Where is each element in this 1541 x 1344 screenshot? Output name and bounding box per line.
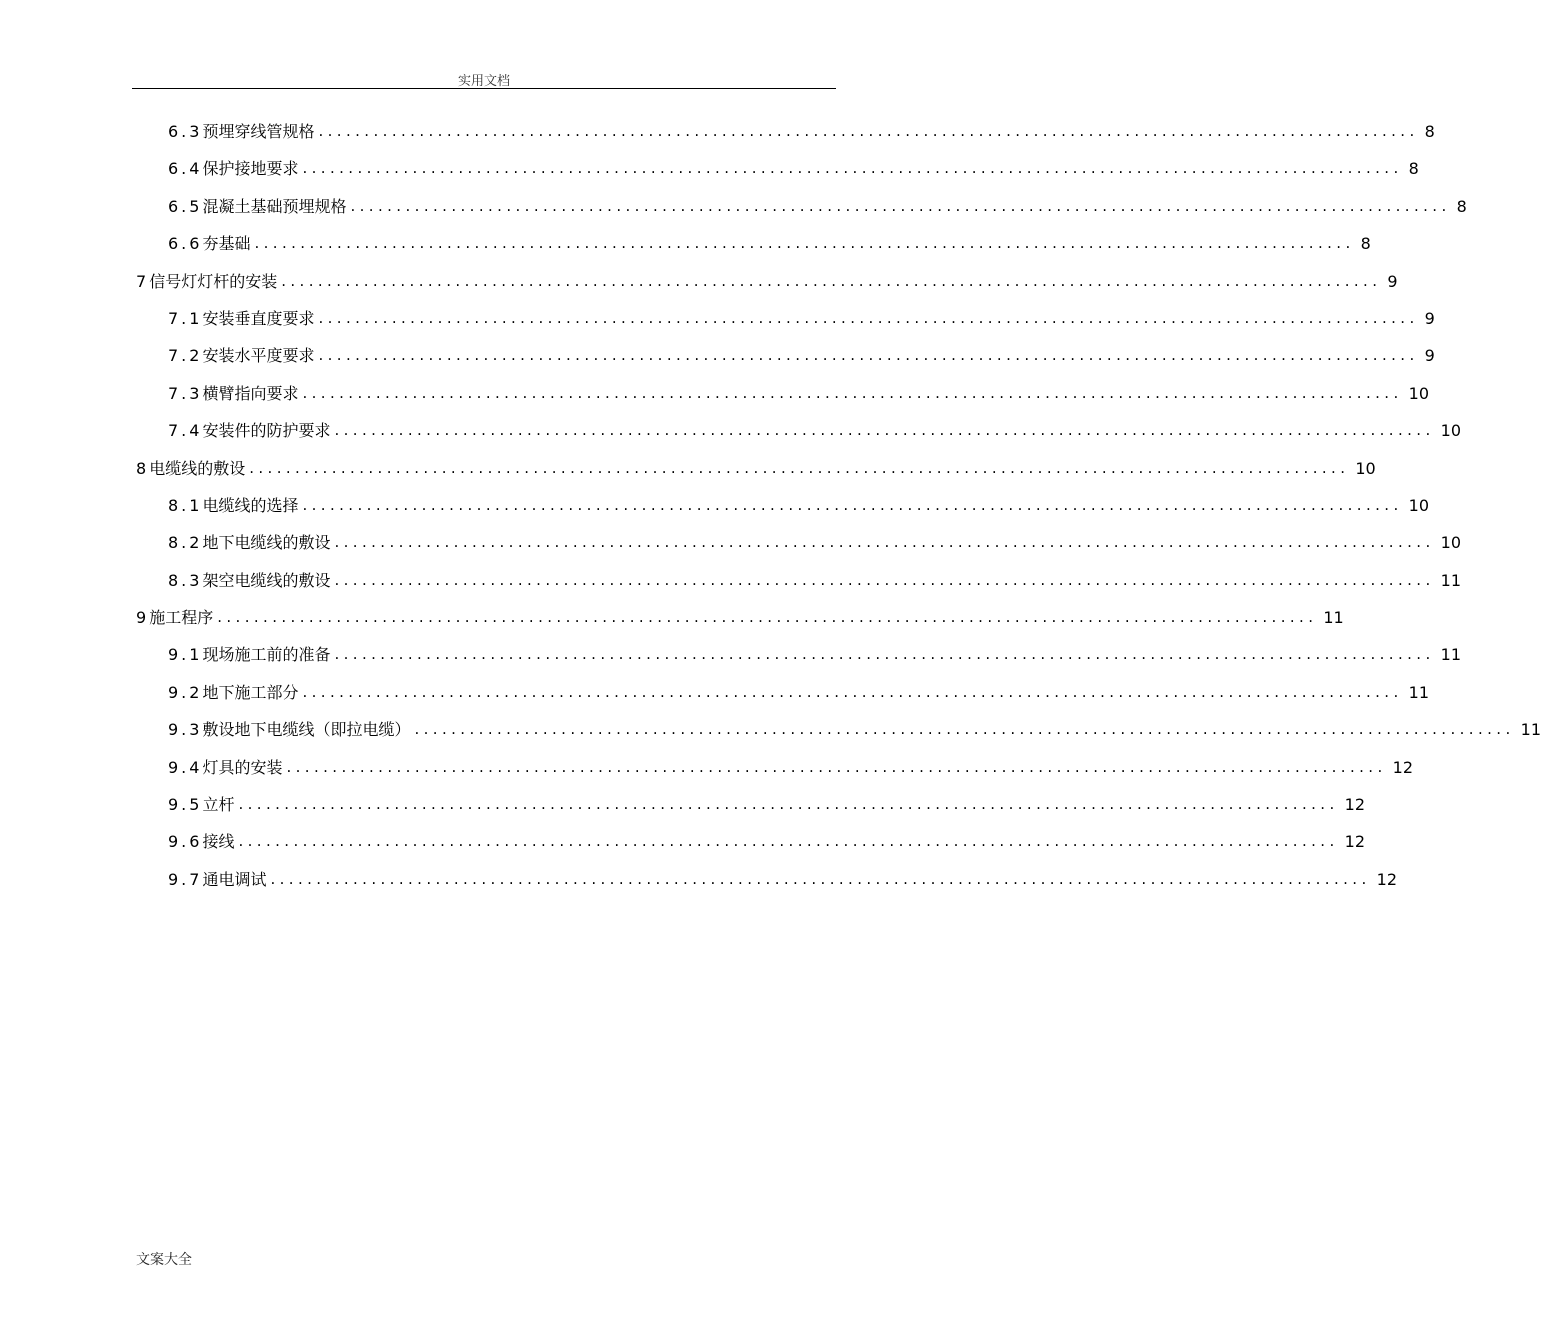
- toc-entry-line: [168, 674, 1429, 711]
- toc-entry-page-number: 8: [1456, 196, 1467, 216]
- toc-entry-number: 9: [136, 608, 150, 628]
- toc-entry-line: [168, 562, 1461, 599]
- toc-entry-page-number: 12: [1344, 795, 1365, 815]
- toc-entry[interactable]: [0, 225, 1371, 262]
- toc-dot-leader: ........................................................................................................................: [318, 308, 1419, 327]
- toc-entry-number: 9.2: [168, 682, 203, 702]
- toc-entry-title: 安装水平度要求: [202, 337, 318, 374]
- toc-entry-title: 夯基础: [202, 225, 254, 262]
- toc-entry[interactable]: [0, 300, 1435, 337]
- toc-entry-title: 安装件的防护要求: [202, 412, 334, 449]
- toc-entry-title: 安装垂直度要求: [202, 300, 318, 337]
- toc-entry-title: 施工程序: [149, 599, 217, 636]
- toc-entry-number: 7.3: [168, 383, 203, 403]
- toc-entry-number: 9.5: [168, 795, 203, 815]
- toc-entry-line: [168, 749, 1413, 786]
- toc-dot-leader: ........................................................................................................................: [302, 495, 1403, 514]
- toc-entry-number: 9.7: [168, 869, 203, 889]
- toc-entry[interactable]: [0, 113, 1435, 150]
- toc-entry-title: 地下电缆线的敷设: [202, 524, 334, 561]
- toc-entry-number: 6.4: [168, 159, 203, 179]
- toc-entry[interactable]: [0, 188, 1467, 225]
- toc-entry-title: 接线: [202, 823, 238, 860]
- toc-entry[interactable]: [0, 375, 1429, 412]
- toc-entry-line: [168, 524, 1461, 561]
- toc-entry-line: [168, 113, 1435, 150]
- toc-entry-page-number: 8: [1360, 234, 1371, 254]
- toc-entry[interactable]: [0, 263, 1398, 300]
- toc-entry-line: [168, 487, 1429, 524]
- toc-entry[interactable]: [0, 524, 1461, 561]
- toc-entry[interactable]: [0, 562, 1461, 599]
- toc-entry-title: 电缆线的选择: [202, 487, 302, 524]
- toc-entry-page-number: 12: [1376, 869, 1397, 889]
- toc-entry-line: [168, 188, 1467, 225]
- toc-entry-line: [168, 711, 1541, 748]
- toc-entry[interactable]: [0, 861, 1397, 898]
- toc-entry[interactable]: [0, 450, 1376, 487]
- toc-entry-page-number: 10: [1408, 383, 1429, 403]
- page-footer: 文案大全: [136, 1252, 192, 1268]
- toc-entry-title: 通电调试: [202, 861, 270, 898]
- toc-entry-line: [136, 263, 1398, 300]
- toc-dot-leader: ........................................................................................................................: [217, 608, 1318, 627]
- toc-entry-page-number: 10: [1440, 533, 1461, 553]
- toc-dot-leader: ........................................................................................................................: [334, 421, 1435, 440]
- toc-entry-title: 现场施工前的准备: [202, 636, 334, 673]
- toc-dot-leader: ........................................................................................................................: [281, 271, 1382, 290]
- toc-dot-leader: ........................................................................................................................: [334, 645, 1435, 664]
- toc-entry-page-number: 11: [1440, 570, 1461, 590]
- toc-entry-number: 6.3: [168, 122, 203, 141]
- toc-entry-page-number: 9: [1387, 271, 1398, 291]
- toc-entry-line: [168, 300, 1435, 337]
- page-header: 实用文档: [457, 74, 510, 89]
- toc-entry-number: 8.1: [168, 495, 203, 515]
- toc-entry-title: 混凝土基础预埋规格: [202, 188, 350, 225]
- toc-dot-leader: ........................................................................................................................: [302, 682, 1403, 701]
- toc-dot-leader: ........................................................................................................................: [238, 832, 1339, 851]
- toc-entry[interactable]: [0, 150, 1419, 187]
- toc-entry-title: 电缆线的敷设: [149, 450, 249, 487]
- toc-entry-page-number: 11: [1520, 720, 1541, 740]
- toc-entry-title: 横臂指向要求: [202, 375, 302, 412]
- toc-entry[interactable]: [0, 823, 1365, 860]
- toc-entry-number: 9.4: [168, 757, 203, 777]
- toc-entry[interactable]: [0, 749, 1413, 786]
- toc-entry-number: 6.6: [168, 234, 203, 254]
- toc-entry-number: 6.5: [168, 196, 203, 216]
- toc-entry-title: 敷设地下电缆线（即拉电缆）: [202, 711, 414, 748]
- toc-dot-leader: ........................................................................................................................: [238, 795, 1339, 814]
- toc-entry-line: [168, 375, 1429, 412]
- toc-entry-page-number: 12: [1344, 832, 1365, 852]
- toc-entry-number: 9.3: [168, 720, 203, 740]
- toc-entry-line: [168, 225, 1371, 262]
- toc-entry[interactable]: [0, 786, 1365, 823]
- toc-entry[interactable]: [0, 487, 1429, 524]
- toc-entry-line: [168, 861, 1397, 898]
- toc-entry-title: 预埋穿线管规格: [202, 113, 318, 150]
- toc-entry-page-number: 9: [1424, 346, 1435, 366]
- toc-entry-page-number: 9: [1424, 308, 1435, 328]
- toc-entry-page-number: 8: [1424, 122, 1435, 141]
- toc-entry-title: 保护接地要求: [202, 150, 302, 187]
- toc-entry-page-number: 11: [1323, 608, 1344, 628]
- toc-dot-leader: ........................................................................................................................: [302, 383, 1403, 402]
- toc-entry[interactable]: [0, 337, 1435, 374]
- toc-entry-title: 立杆: [202, 786, 238, 823]
- toc-entry-number: 9.1: [168, 645, 203, 665]
- toc-entry-line: [136, 599, 1344, 636]
- toc-entry-line: [168, 150, 1419, 187]
- toc-entry-line: [136, 450, 1376, 487]
- toc-entry-page-number: 10: [1408, 495, 1429, 515]
- toc-entry[interactable]: [0, 412, 1461, 449]
- toc-dot-leader: ........................................................................................................................: [334, 533, 1435, 552]
- toc-dot-leader: ........................................................................................................................: [318, 122, 1419, 140]
- toc-entry[interactable]: [0, 636, 1461, 673]
- toc-entry-title: 灯具的安装: [202, 749, 286, 786]
- toc-entry-line: [168, 823, 1365, 860]
- toc-entry-number: 7.4: [168, 421, 203, 441]
- toc-entry-page-number: 10: [1440, 421, 1461, 441]
- toc-entry-page-number: 10: [1355, 458, 1376, 478]
- toc-entry-page-number: 11: [1408, 682, 1429, 702]
- toc-entry-page-number: 11: [1440, 645, 1461, 665]
- toc-entry-number: 7: [136, 271, 150, 291]
- toc-entry-line: [168, 786, 1365, 823]
- toc-dot-leader: ........................................................................................................................: [350, 196, 1451, 215]
- toc-entry[interactable]: [0, 674, 1429, 711]
- toc-entry-title: 架空电缆线的敷设: [202, 562, 334, 599]
- toc-entry-title: 信号灯灯杆的安装: [149, 263, 281, 300]
- toc-dot-leader: ........................................................................................................................: [270, 869, 1371, 888]
- toc-entry-title: 地下施工部分: [202, 674, 302, 711]
- toc-entry-number: 8.2: [168, 533, 203, 553]
- toc-entry-line: [168, 412, 1461, 449]
- table-of-contents: [0, 113, 1541, 898]
- toc-entry-page-number: 12: [1392, 757, 1413, 777]
- toc-dot-leader: ........................................................................................................................: [249, 458, 1350, 477]
- toc-entry-number: 8.3: [168, 570, 203, 590]
- header-rule: [132, 88, 836, 89]
- toc-entry[interactable]: [0, 599, 1344, 636]
- toc-entry-line: [168, 337, 1435, 374]
- toc-dot-leader: ........................................................................................................................: [302, 159, 1403, 178]
- toc-entry-number: 8: [136, 458, 150, 478]
- toc-dot-leader: ........................................................................................................................: [318, 346, 1419, 365]
- toc-entry-number: 7.2: [168, 346, 203, 366]
- toc-entry-number: 9.6: [168, 832, 203, 852]
- toc-dot-leader: ........................................................................................................................: [414, 720, 1515, 739]
- toc-entry-page-number: 8: [1408, 159, 1419, 179]
- toc-dot-leader: ........................................................................................................................: [334, 570, 1435, 589]
- toc-dot-leader: ........................................................................................................................: [254, 234, 1355, 253]
- toc-entry-line: [168, 636, 1461, 673]
- toc-entry-number: 7.1: [168, 308, 203, 328]
- toc-entry[interactable]: [0, 711, 1541, 748]
- toc-dot-leader: ........................................................................................................................: [286, 757, 1387, 776]
